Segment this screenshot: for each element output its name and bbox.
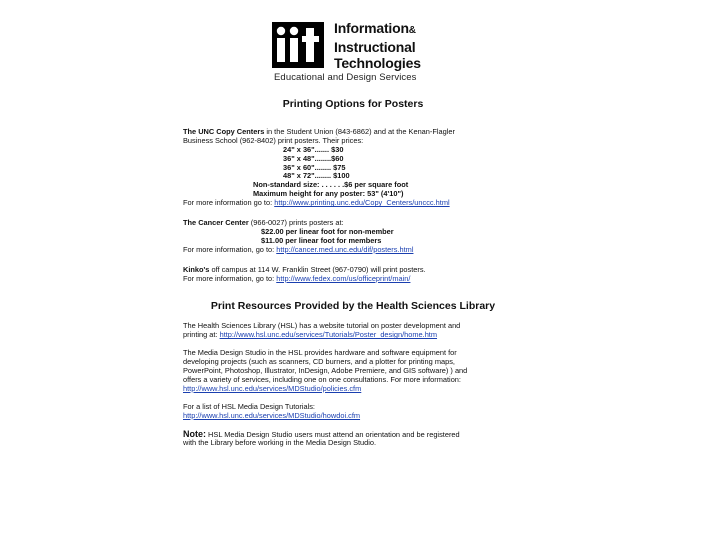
more-info-label: For more information go to: (183, 198, 275, 208)
copy-centers-link[interactable]: http://www.printing.unc.edu/Copy_Centers/unccc.html (274, 198, 450, 208)
kinkos-section (183, 266, 523, 284)
cancer-price-nonmember: $22.00 per linear foot for non-member (261, 226, 394, 236)
copy-centers-more-info (183, 199, 523, 208)
hsl-policies-link[interactable]: http://www.hsl.unc.edu/services/MDStudio/policies.cfm (183, 383, 362, 393)
note-text: HSL Media Design Studio users must attend an orientation and be registered (206, 429, 460, 439)
kinkos-more-info (183, 275, 523, 284)
cancer-center-link[interactable]: http://cancer.med.unc.edu/dif/posters.html (276, 244, 414, 254)
hsl-note-line2: with the Library before working in the Media Design Studio. (183, 438, 377, 448)
logo-wordmark (334, 20, 421, 71)
copy-centers-name: The UNC Copy Centers (183, 126, 265, 136)
iit-logo-mark (272, 22, 324, 68)
hsl-p1-line1: The Health Sciences Library (HSL) has a website tutorial on poster development and (183, 321, 461, 331)
hsl-p3-line1: For a list of HSL Media Design Tutorials: (183, 401, 315, 411)
page-title: Printing Options for Posters (282, 98, 424, 110)
max-height: Maximum height for any poster: 53" (4'10") (253, 189, 404, 199)
hsl-p2-line: offers a variety of services, including one on one consultations. For more information: (183, 374, 461, 384)
hsl-p2-line: developing projects (such as scanners, CD burners, and a plotter for printing maps, (183, 357, 455, 367)
kinkos-text: off campus at 114 W. Franklin Street (967-0790) will print posters. (209, 264, 426, 274)
hsl-p3-url-line (183, 412, 523, 421)
section-title-hsl: Print Resources Provided by the Health Sciences Library (210, 299, 496, 312)
cancer-center-more-info (183, 246, 523, 255)
hsl-section (183, 322, 523, 448)
logo-line-1: Information (334, 20, 409, 36)
cancer-price-member: $11.00 per linear foot for members (261, 235, 382, 245)
document-body (183, 100, 523, 448)
price-line: 48" x 72"........ $100 (283, 171, 350, 181)
logo-line-3: Technologies (334, 55, 421, 71)
hsl-p2-line: The Media Design Studio in the HSL provides hardware and software equipment for (183, 348, 457, 358)
iit-logo (272, 20, 472, 82)
logo-line-2: Instructional (334, 39, 416, 55)
hsl-p2-line: PowerPoint, Photoshop, Illustrator, InDesign, Adobe Premiere, and GIS software) ) and (183, 366, 468, 376)
logo-subtitle: Educational and Design Services (274, 72, 417, 83)
copy-centers-intro-rest: in the Student Union (843-6862) and at the Kenan-Flagler (264, 126, 455, 136)
more-info-label: For more information, go to: (183, 244, 277, 254)
hsl-p1-line2 (183, 331, 523, 340)
copy-centers-section (183, 128, 523, 208)
price-line: 36" x 48"........$60 (283, 153, 344, 163)
hsl-tutorial-link[interactable]: http://www.hsl.unc.edu/services/Tutorials/Poster_design/home.htm (219, 330, 438, 340)
kinkos-name: Kinko's (183, 264, 210, 274)
hsl-howdoi-link[interactable]: http://www.hsl.unc.edu/services/MDStudio/howdoi.cfm (183, 410, 361, 420)
hsl-p1-label: printing at: (183, 330, 220, 340)
price-line: 24" x 36"....... $30 (283, 144, 344, 154)
cancer-center-section (183, 219, 523, 255)
cancer-center-name: The Cancer Center (183, 218, 249, 228)
price-line: 36" x 60"........ $75 (283, 162, 346, 172)
cancer-center-intro-rest: (966-0027) prints posters at: (248, 218, 344, 228)
nonstandard-size: Non-standard size: . . . . . .$6 per square foot (253, 180, 409, 190)
logo-ampersand: & (408, 25, 416, 36)
hsl-p2-url-line (183, 385, 523, 394)
more-info-label: For more information, go to: (183, 273, 277, 283)
copy-centers-intro-2: Business School (962-8402) print posters. Their prices: (183, 135, 364, 145)
kinkos-link[interactable]: http://www.fedex.com/us/officeprint/main/ (276, 273, 411, 283)
note-label: Note: (183, 428, 206, 439)
